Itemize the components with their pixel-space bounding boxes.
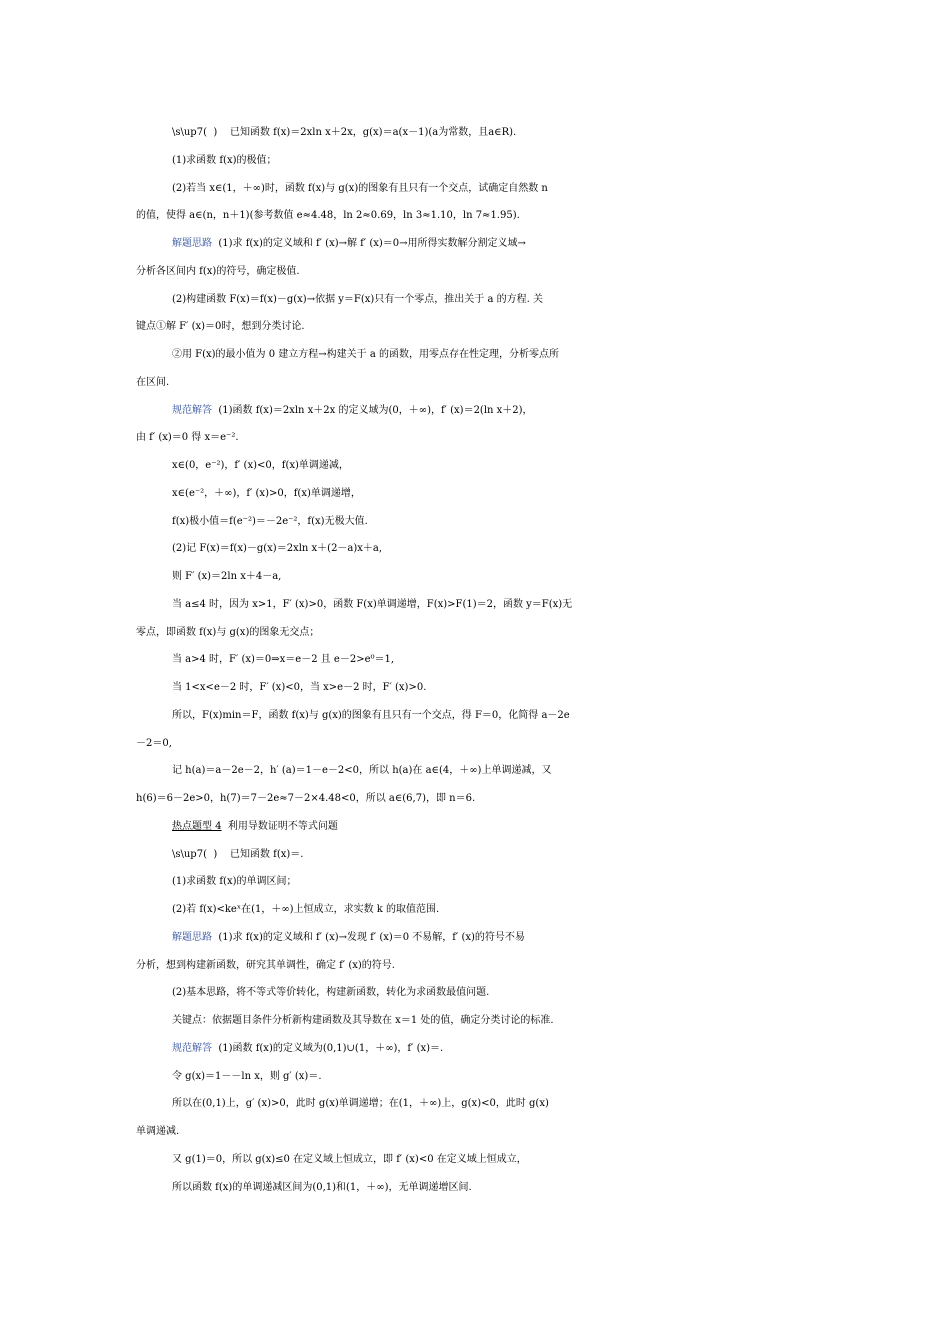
text-line <box>0 1174 950 1202</box>
text-line <box>0 979 950 1007</box>
text-line <box>0 1035 950 1063</box>
line-text: 由 f′ (x)＝0 得 x＝e⁻². <box>136 432 239 443</box>
text-line <box>0 896 950 924</box>
text-line <box>0 397 950 425</box>
section-label: 解题思路 <box>172 238 212 249</box>
text-line <box>0 757 950 785</box>
text-line <box>0 730 950 758</box>
line-text: 当 1<x<e－2 时，F′ (x)<0，当 x>e－2 时，F′ (x)>0. <box>172 682 427 693</box>
text-line <box>0 202 950 230</box>
text-line <box>0 591 950 619</box>
text-line <box>0 369 950 397</box>
text-line <box>0 424 950 452</box>
text-line <box>0 480 950 508</box>
text-line <box>0 813 950 841</box>
line-text: x∈(0，e⁻²)，f′ (x)<0，f(x)单调递减， <box>172 460 349 471</box>
section-label: 热点题型 4 <box>172 821 222 832</box>
text-line <box>0 702 950 730</box>
text-line <box>0 1063 950 1091</box>
line-text: 在区间. <box>136 377 170 388</box>
line-text: 键点①解 F′ (x)＝0时，想到分类讨论. <box>136 321 305 332</box>
text-line <box>0 230 950 258</box>
line-text: (2)构建函数 F(x)＝f(x)－g(x)→依据 y＝F(x)只有一个零点，推出关于 a 的方程. 关 <box>172 294 543 305</box>
line-text: 单调递减. <box>136 1126 180 1137</box>
line-text: (2)若 f(x)<keˣ在(1，＋∞)上恒成立，求实数 k 的取值范围. <box>172 904 440 915</box>
text-line <box>0 952 950 980</box>
section-label: 规范解答 <box>172 405 212 416</box>
line-text: 的值，使得 a∈(n，n＋1)(参考数值 e≈4.48，ln 2≈0.69，ln 3≈1.10，ln 7≈1.95). <box>136 210 520 221</box>
text-line <box>0 1007 950 1035</box>
line-text: x∈(e⁻²，＋∞)，f′ (x)>0，f(x)单调递增， <box>172 488 361 499</box>
line-text: 当 a>4 时，F′ (x)＝0⇒x＝e－2 且 e－2>e⁰＝1, <box>172 654 395 665</box>
line-text: (1)函数 f(x)的定义域为(0,1)∪(1，＋∞)，f′ (x)＝. <box>212 1043 444 1054</box>
text-line <box>0 674 950 702</box>
text-line <box>0 1118 950 1146</box>
line-text: \s\up7( ) 已知函数 f(x)＝. <box>172 849 304 860</box>
text-line <box>0 452 950 480</box>
line-text: (2)记 F(x)＝f(x)－g(x)＝2xln x＋(2－a)x＋a, <box>172 543 383 554</box>
line-text: －2＝0, <box>136 738 172 749</box>
text-line <box>0 785 950 813</box>
line-text: 当 a≤4 时，因为 x>1，F′ (x)>0，函数 F(x)单调递增，F(x)>F(1)＝2，函数 y＝F(x)无 <box>172 599 573 610</box>
text-line <box>0 1090 950 1118</box>
text-line <box>0 535 950 563</box>
line-text: 令 g(x)＝1－－ln x，则 g′ (x)＝. <box>172 1071 322 1082</box>
text-line <box>0 646 950 674</box>
line-text: 关键点：依据题目条件分析新构建函数及其导数在 x＝1 处的值，确定分类讨论的标准. <box>172 1015 554 1026</box>
line-text: (1)求函数 f(x)的极值； <box>172 155 277 166</box>
line-text: 所以，F(x)min＝F，函数 f(x)与 g(x)的图象有且只有一个交点，得 F＝0，化简得 a－2e <box>172 710 570 721</box>
text-line <box>0 619 950 647</box>
text-line <box>0 1146 950 1174</box>
text-line <box>0 841 950 869</box>
line-text: 所以函数 f(x)的单调递减区间为(0,1)和(1，＋∞)，无单调递增区间. <box>172 1182 472 1193</box>
line-text: 分析，想到构建新函数，研究其单调性，确定 f′ (x)的符号. <box>136 960 395 971</box>
line-text: 又 g(1)＝0，所以 g(x)≤0 在定义域上恒成立，即 f′ (x)<0 在定义域上恒成立， <box>172 1154 527 1165</box>
text-line <box>0 341 950 369</box>
text-line <box>0 175 950 203</box>
line-text: h(6)＝6－2e>0，h(7)＝7－2e≈7－2×4.48<0，所以 a∈(6,7)，即 n＝6. <box>136 793 476 804</box>
line-text: (1)求 f(x)的定义域和 f′ (x)→解 f′ (x)＝0→用所得实数解分割定义域→ <box>212 238 526 249</box>
line-text: (2)若当 x∈(1，＋∞)时，函数 f(x)与 g(x)的图象有且只有一个交点，试确定自然数 n <box>172 183 548 194</box>
section-label: 解题思路 <box>172 932 212 943</box>
line-text: 则 F′ (x)＝2ln x＋4－a, <box>172 571 282 582</box>
text-line <box>0 147 950 175</box>
section-label: 规范解答 <box>172 1043 212 1054</box>
line-text: 利用导数证明不等式问题 <box>221 821 338 832</box>
line-text: (1)求函数 f(x)的单调区间； <box>172 876 297 887</box>
line-text: \s\up7( ) 已知函数 f(x)＝2xln x＋2x，g(x)＝a(x－1)(a为常数，且a∈R). <box>172 127 517 138</box>
text-line <box>0 119 950 147</box>
line-text: 零点，即函数 f(x)与 g(x)的图象无交点； <box>136 627 320 638</box>
text-line <box>0 868 950 896</box>
text-line <box>0 508 950 536</box>
text-line <box>0 563 950 591</box>
line-text: 分析各区间内 f(x)的符号，确定极值. <box>136 266 300 277</box>
line-text: (2)基本思路，将不等式等价转化，构建新函数，转化为求函数最值问题. <box>172 987 490 998</box>
line-text: 所以在(0,1)上，g′ (x)>0，此时 g(x)单调递增；在(1，＋∞)上，g(x)<0，此时 g(x) <box>172 1098 549 1109</box>
line-text: (1)函数 f(x)＝2xln x＋2x 的定义域为(0，＋∞)，f′ (x)＝2(ln x＋2)， <box>212 405 533 416</box>
line-text: (1)求 f(x)的定义域和 f′ (x)→发现 f′ (x)＝0 不易解，f′ (x)的符号不易 <box>212 932 525 943</box>
text-line <box>0 313 950 341</box>
line-text: f(x)极小值＝f(e⁻²)＝－2e⁻²，f(x)无极大值. <box>172 516 368 527</box>
line-text: ②用 F(x)的最小值为 0 建立方程→构建关于 a 的函数，用零点存在性定理，分析零点所 <box>172 349 559 360</box>
line-text: 记 h(a)＝a－2e－2，h′ (a)＝1－e－2<0，所以 h(a)在 a∈(4，＋∞)上单调递减，又 <box>172 765 552 776</box>
text-line <box>0 258 950 286</box>
text-line <box>0 924 950 952</box>
text-line <box>0 286 950 314</box>
